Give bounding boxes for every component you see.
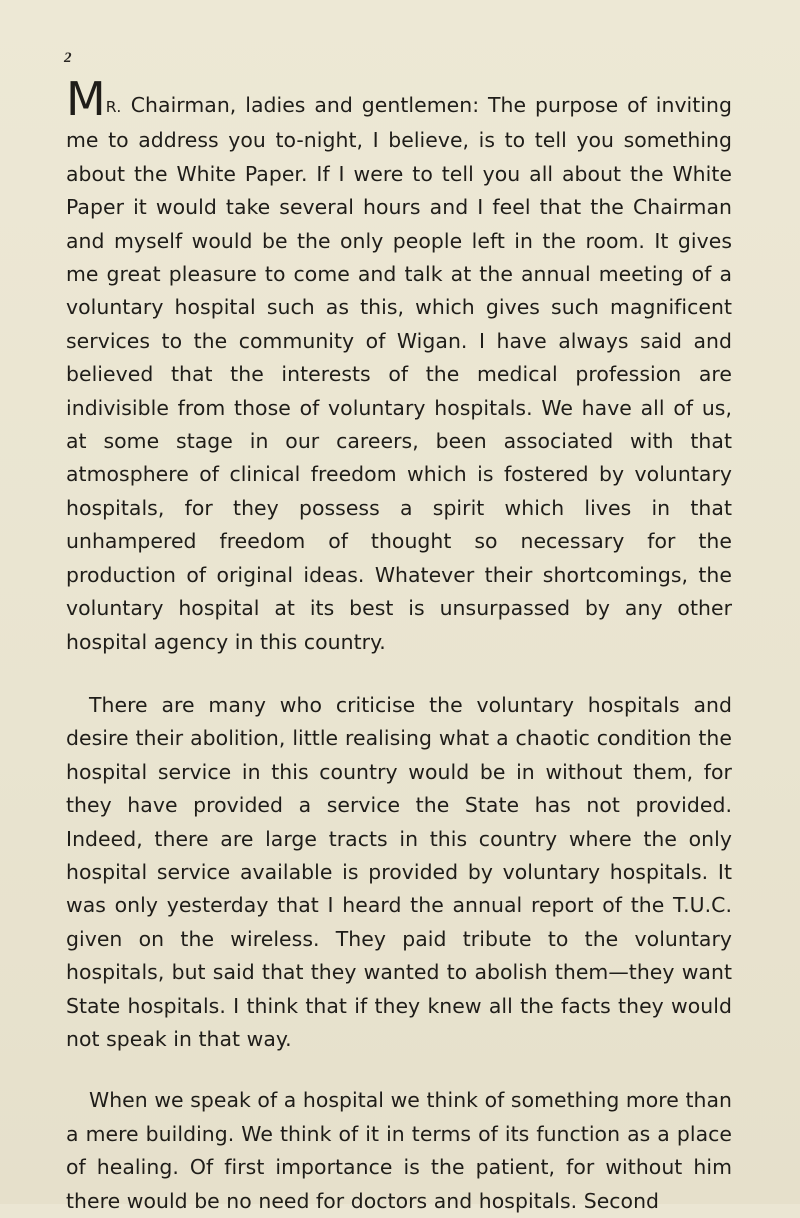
drop-cap: M [66, 72, 105, 126]
paragraph-1-text: Chairman, ladies and gentlemen: The purpose of inviting me to address you to-night, I believe, is to tell you something about the White Paper. If I were to tell you all about the White Paper it would take several hours and I feel that the Chairman and myself would be the only people left in the room. It gives me great pleasure to come and talk at the annual meeting of a voluntary hospital such as this, which gives such magnificent services to the community of Wigan. I have always said and believed that the interests of the medical profession are indivisible from those of voluntary hospitals. We have all of us, at some stage in our careers, been associated with that atmosphere of clinical freedom which is fostered by voluntary hospitals, for they possess a spirit which lives in that unhampered freedom of thought so necessary for the production of original ideas. Whatever their shortcomings, the voluntary hospital at its best is unsurpassed by any other hospital agency in this country. [66, 93, 732, 654]
page-number: 2 [64, 50, 72, 66]
paragraph-2: There are many who criticise the voluntary hospitals and desire their abolition, little realising what a chaotic condition the hospital service in this country would be in without them, for they have provided a service the State has not provided. Indeed, there are large tracts in this country where the only hospital service available is provided by voluntary hospitals. It was only yesterday that I heard the annual report of the T.U.C. given on the wireless. They paid tribute to the voluntary hospitals, but said that they wanted to abolish them—they want State hospitals. I think that if they knew all the facts they would not speak in that way. [66, 692, 732, 1051]
paragraph-1 [66, 72, 732, 659]
body-text [66, 72, 732, 1218]
paragraph-1-lead: R. [105, 98, 122, 116]
paragraph-3: When we speak of a hospital we think of something more than a mere building. We think of it in terms of its function as a place of healing. Of first importance is the patient, for without him there would be no need for doctors and hospitals. Second [66, 1088, 732, 1213]
